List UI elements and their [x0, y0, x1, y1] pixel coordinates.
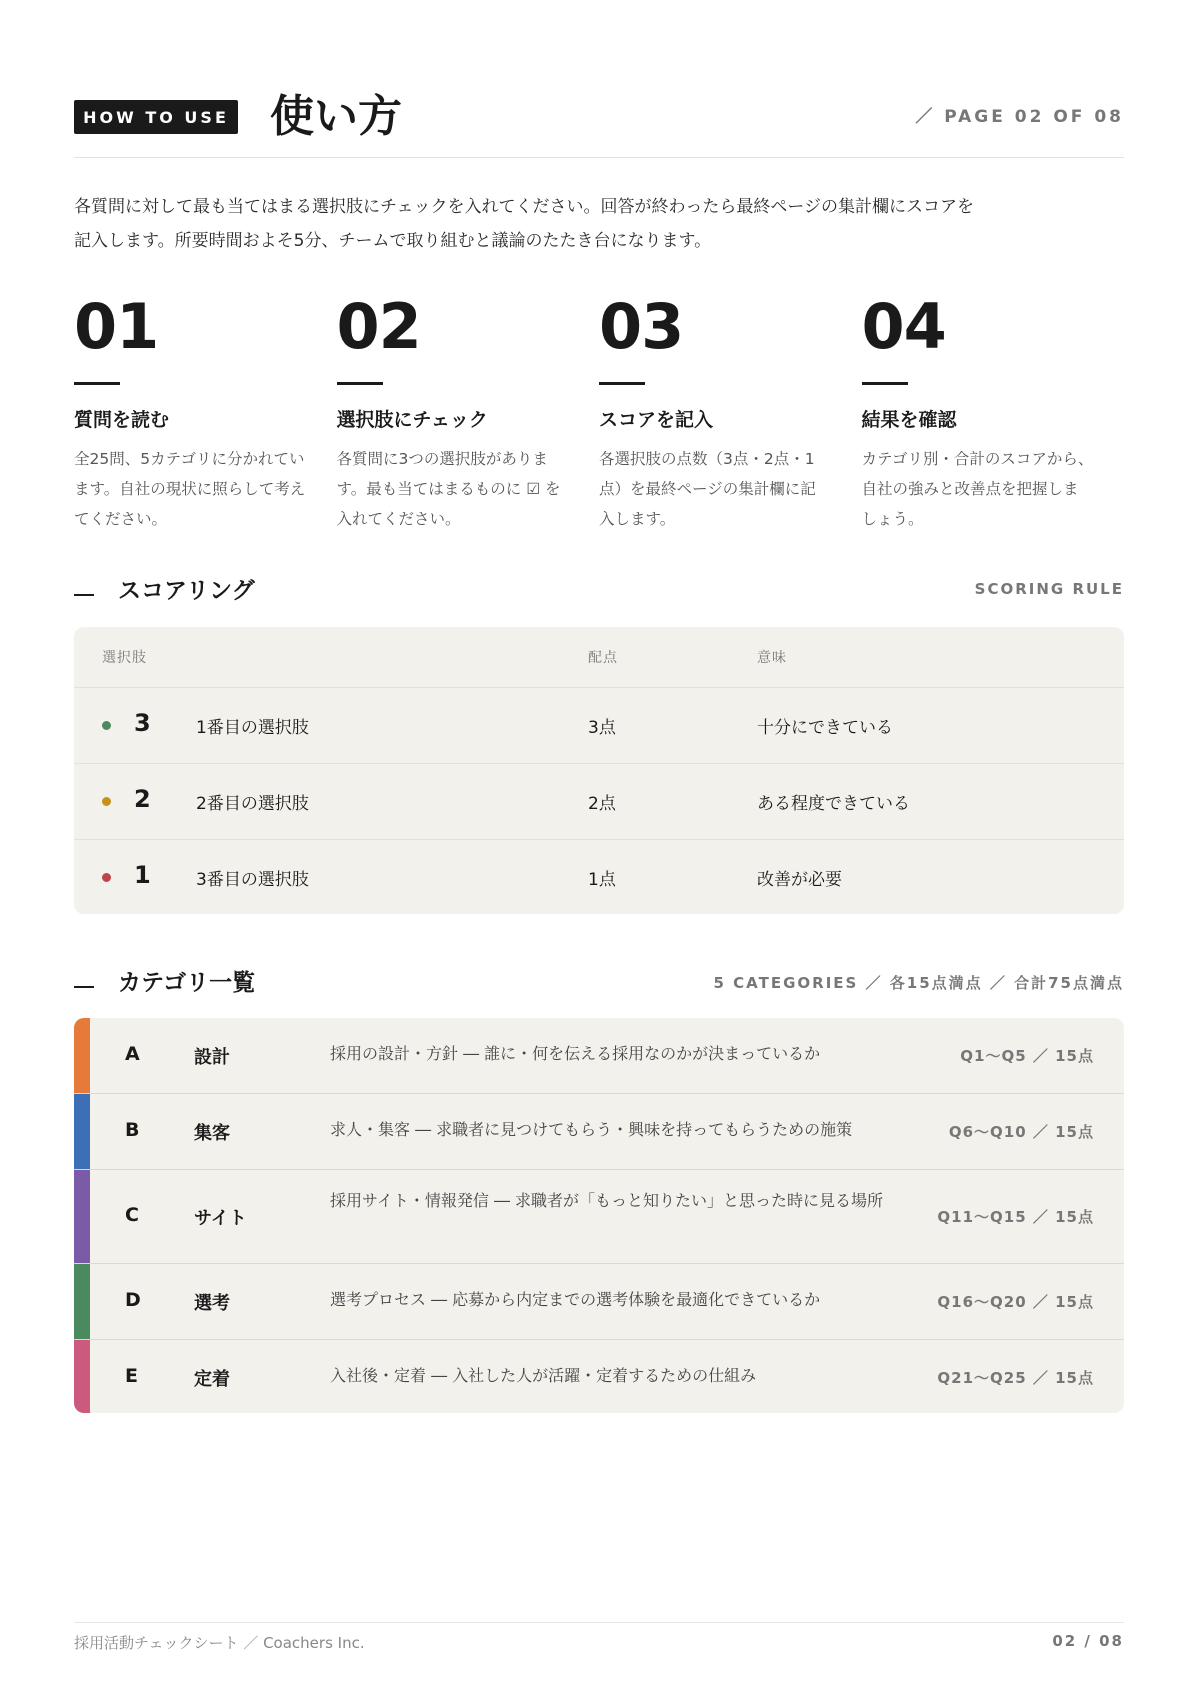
category-name: 集客	[194, 1123, 230, 1144]
choice-label: 3番目の選択肢	[196, 870, 309, 890]
choice-label: 1番目の選択肢	[196, 718, 309, 738]
category-row	[74, 1018, 1124, 1094]
footer-title: 採用活動チェックシート ／ Coachers Inc.	[74, 1634, 365, 1652]
step-2	[337, 292, 600, 534]
categories-title: カテゴリ一覧	[118, 970, 256, 996]
col-points: 配点	[588, 650, 618, 666]
step-rule	[599, 382, 645, 385]
category-description: 選考プロセス ― 応募から内定までの選考体験を最適化できているか	[330, 1290, 821, 1309]
scoring-table	[74, 627, 1124, 914]
col-choice: 選択肢	[102, 650, 147, 666]
scoring-table-header	[74, 627, 1124, 688]
step-title: 選択肢にチェック	[336, 409, 488, 431]
category-description: 採用サイト・情報発信 ― 求職者が「もっと知りたい」と思った時に見る場所	[330, 1191, 884, 1210]
status-dot	[102, 873, 111, 882]
meaning: 十分にできている	[757, 718, 893, 738]
category-row	[74, 1094, 1124, 1170]
category-range: Q1〜Q5 ／ 15点	[960, 1047, 1094, 1065]
category-name: 設計	[194, 1047, 230, 1068]
categories-section-header	[74, 964, 1124, 1004]
step-description: 各質問に3つの選択肢があります。最も当てはまるものに ☑ を入れてください。	[336, 450, 561, 528]
category-range: Q16〜Q20 ／ 15点	[937, 1293, 1094, 1311]
step-4	[862, 292, 1125, 534]
step-number: 04	[861, 290, 946, 363]
step-description: 各選択肢の点数（3点・2点・1点）を最終ページの集計欄に記入します。	[599, 450, 816, 528]
intro-line-1: 各質問に対して最も当てはまる選択肢にチェックを入れてください。回答が終わったら最終ページの集計欄にスコアを	[74, 197, 974, 217]
category-row	[74, 1264, 1124, 1340]
category-description: 入社後・定着 ― 入社した人が活躍・定着するための仕組み	[330, 1366, 757, 1385]
category-name: 定着	[194, 1369, 230, 1390]
category-name: サイト	[194, 1208, 247, 1229]
intro-line-2: 記入します。所要時間およそ5分、チームで取り組むと議論のたたき台になります。	[74, 231, 712, 251]
footer-page-number: 02 / 08	[1052, 1632, 1124, 1650]
step-number: 01	[74, 290, 159, 363]
category-color-bar	[74, 1170, 90, 1263]
status-dot	[102, 721, 111, 730]
step-title: 質問を読む	[74, 409, 170, 431]
step-3	[599, 292, 862, 534]
category-description: 採用の設計・方針 ― 誰に・何を伝える採用なのかが決まっているか	[330, 1044, 821, 1063]
scoring-row	[74, 688, 1124, 764]
scoring-meta: SCORING RULE	[974, 580, 1124, 598]
score-value: 3	[134, 709, 151, 737]
category-row	[74, 1170, 1124, 1264]
category-description: 求人・集客 ― 求職者に見つけてもらう・興味を持ってもらうための施策	[330, 1120, 853, 1139]
categories-meta: 5 CATEGORIES ／ 各15点満点 ／ 合計75点満点	[713, 974, 1124, 992]
category-letter: B	[125, 1119, 140, 1141]
scoring-row	[74, 840, 1124, 914]
score-value: 1	[134, 861, 151, 889]
page-indicator: ／ PAGE 02 OF 08	[915, 107, 1124, 127]
category-letter: D	[125, 1289, 141, 1311]
category-name: 選考	[194, 1293, 230, 1314]
section-dash	[74, 594, 94, 596]
page-header	[74, 78, 1124, 158]
step-description: カテゴリ別・合計のスコアから、自社の強みと改善点を把握しましょう。	[861, 450, 1094, 528]
category-letter: E	[125, 1365, 138, 1387]
category-color-bar	[74, 1018, 90, 1093]
category-range: Q21〜Q25 ／ 15点	[937, 1369, 1094, 1387]
choice-label: 2番目の選択肢	[196, 794, 309, 814]
step-number: 03	[599, 290, 684, 363]
category-color-bar	[74, 1264, 90, 1339]
points: 2点	[588, 794, 616, 814]
scoring-title: スコアリング	[118, 578, 255, 604]
step-title: 結果を確認	[861, 409, 957, 431]
col-meaning: 意味	[757, 650, 787, 666]
step-number: 02	[336, 290, 421, 363]
step-1	[74, 292, 337, 534]
step-description: 全25問、5カテゴリに分かれています。自社の現状に照らして考えてください。	[74, 450, 306, 528]
section-dash	[74, 986, 94, 988]
steps	[74, 292, 1124, 534]
scoring-section-header	[74, 572, 1124, 612]
scoring-row	[74, 764, 1124, 840]
step-title: スコアを記入	[599, 409, 714, 431]
how-to-use-badge: HOW TO USE	[74, 100, 238, 134]
score-value: 2	[134, 785, 151, 813]
category-range: Q11〜Q15 ／ 15点	[937, 1208, 1094, 1226]
category-list	[74, 1018, 1124, 1413]
step-rule	[74, 382, 120, 385]
points: 1点	[588, 870, 616, 890]
step-rule	[337, 382, 383, 385]
meaning: 改善が必要	[757, 870, 842, 890]
category-color-bar	[74, 1340, 90, 1413]
category-range: Q6〜Q10 ／ 15点	[948, 1123, 1094, 1141]
meaning: ある程度できている	[757, 794, 910, 814]
intro-text	[74, 190, 1074, 258]
category-letter: C	[125, 1204, 139, 1226]
footer-divider	[74, 1622, 1124, 1623]
header-divider	[74, 157, 1124, 158]
category-row	[74, 1340, 1124, 1413]
status-dot	[102, 797, 111, 806]
page-title: 使い方	[270, 91, 402, 142]
step-rule	[862, 382, 908, 385]
category-letter: A	[125, 1043, 140, 1065]
points: 3点	[588, 718, 616, 738]
category-color-bar	[74, 1094, 90, 1169]
